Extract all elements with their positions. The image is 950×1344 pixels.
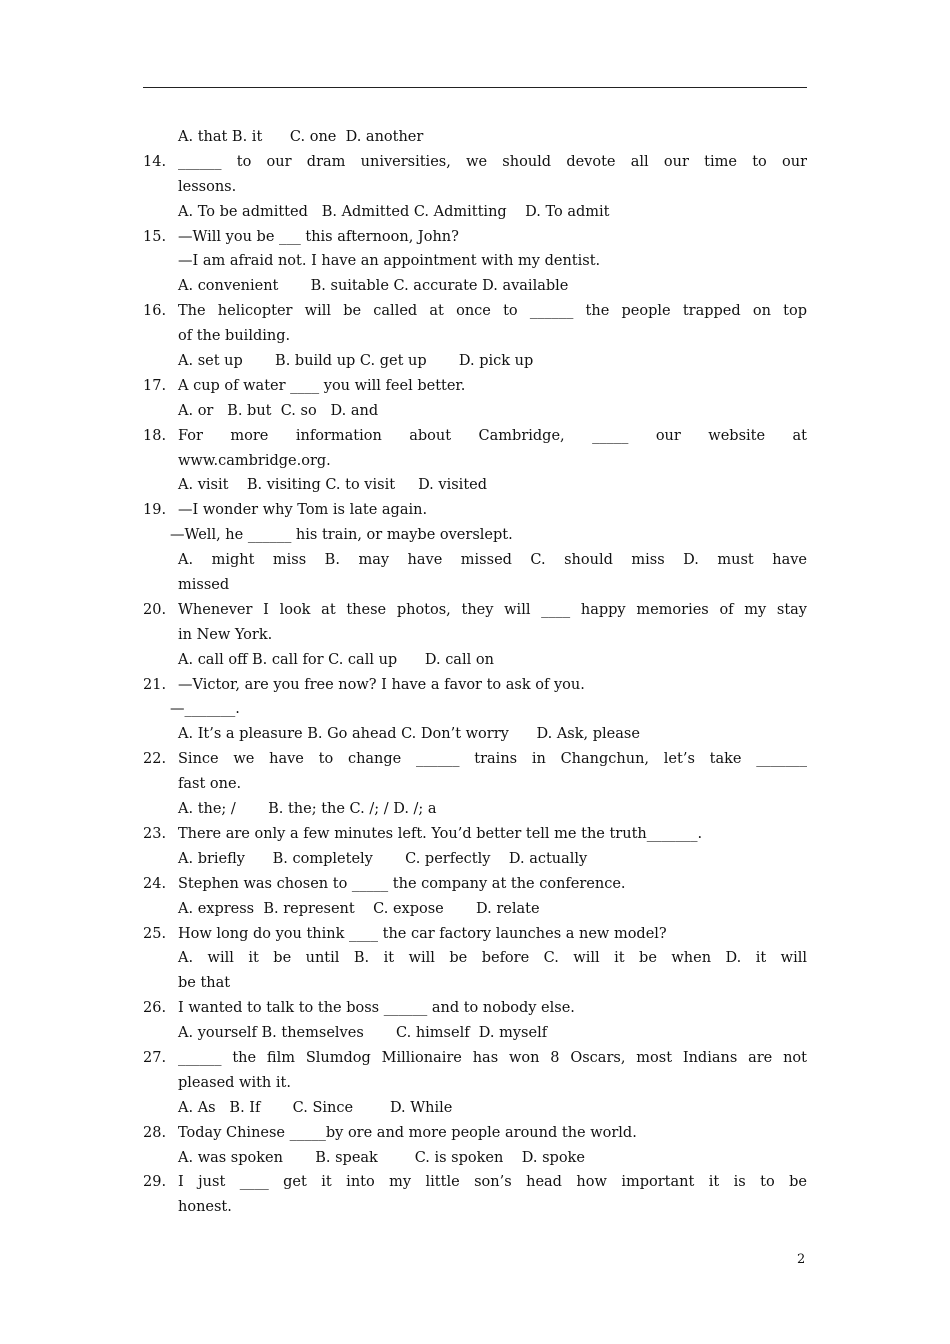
- question-stem: —I wonder why Tom is late again.: [178, 502, 428, 519]
- question-line: [143, 1121, 807, 1146]
- question-line: [143, 922, 807, 947]
- question-text-line: A. set up B. build up C. get up D. pick up: [178, 353, 534, 370]
- question-number: 15.: [143, 228, 167, 245]
- question-number: 24.: [143, 875, 167, 892]
- question-text-line: A. briefly B. completely C. perfectly D. actually: [178, 850, 588, 867]
- question-text-line: missed: [178, 577, 230, 594]
- question-stem: The helicopter will be called at once to ______ the people trapped on top: [178, 303, 807, 320]
- question-text-line: A. yourself B. themselves C. himself D. myself: [178, 1025, 548, 1042]
- question-stem: Stephen was chosen to _____ the company at the conference.: [178, 875, 626, 892]
- question-text-line: A. might miss B. may have missed C. should miss D. must have: [178, 552, 807, 569]
- question-stem: I just ____ get it into my little son’s head how important it is to be: [178, 1174, 807, 1191]
- question-text-line: A. the; / B. the; the C. /; / D. /; a: [178, 801, 437, 818]
- question-number: 26.: [143, 1000, 167, 1017]
- question-number: 20.: [143, 601, 167, 618]
- question-text-line: honest.: [178, 1199, 232, 1216]
- question-number: 14.: [143, 153, 167, 170]
- question-line: [143, 1170, 807, 1195]
- question-stem: Since we have to change ______ trains in Changchun, let’s take _______: [178, 751, 807, 768]
- question-text-line: A. was spoken B. speak C. is spoken D. spoke: [178, 1149, 585, 1166]
- question-number: 19.: [143, 502, 167, 519]
- header-rule: [143, 87, 807, 88]
- question-number: 22.: [143, 751, 167, 768]
- question-stem: How long do you think ____ the car factory launches a new model?: [178, 925, 667, 942]
- question-line: [143, 872, 807, 897]
- question-text-line: pleased with it.: [178, 1074, 291, 1091]
- question-line: [143, 1046, 807, 1071]
- question-text-line: A. call off B. call for C. call up D. call on: [178, 651, 494, 668]
- page-number: 2: [797, 1252, 806, 1267]
- question-number: 21.: [143, 676, 167, 693]
- question-line: [143, 225, 807, 250]
- question-text-line: be that: [178, 975, 231, 992]
- question-text-line: —_______.: [170, 701, 240, 718]
- question-stem: —Will you be ___ this afternoon, John?: [178, 228, 459, 245]
- question-line: [143, 299, 807, 324]
- question-stem: For more information about Cambridge, _____ our website at: [178, 427, 807, 444]
- question-number: 16.: [143, 303, 167, 320]
- question-number: 18.: [143, 427, 167, 444]
- question-list: [143, 125, 807, 1220]
- question-line: [143, 150, 807, 175]
- question-line: [143, 673, 807, 698]
- question-text-line: A. As B. If C. Since D. While: [178, 1099, 453, 1116]
- question-line: [143, 598, 807, 623]
- question-line: [143, 747, 807, 772]
- question-line: [143, 822, 807, 847]
- question-text-line: A. It’s a pleasure B. Go ahead C. Don’t worry D. Ask, please: [178, 726, 640, 743]
- question-text-line: fast one.: [178, 776, 242, 793]
- question-number: 29.: [143, 1174, 167, 1191]
- question-stem: A cup of water ____ you will feel better.: [178, 377, 466, 394]
- question-line: [143, 996, 807, 1021]
- question-line: [143, 374, 807, 399]
- question-text-line: —I am afraid not. I have an appointment with my dentist.: [178, 253, 601, 270]
- question-stem: ______ the film Slumdog Millionaire has won 8 Oscars, most Indians are not: [178, 1049, 807, 1066]
- question-stem: —Victor, are you free now? I have a favor to ask of you.: [178, 676, 585, 693]
- question-stem: I wanted to talk to the boss ______ and to nobody else.: [178, 1000, 575, 1017]
- question-text-line: lessons.: [178, 178, 237, 195]
- question-text-line: www.cambridge.org.: [178, 452, 331, 469]
- question-stem: Today Chinese _____by ore and more people around the world.: [178, 1124, 637, 1141]
- question-text-line: —Well, he ______ his train, or maybe overslept.: [170, 527, 513, 544]
- question-stem: There are only a few minutes left. You’d better tell me the truth_______.: [178, 825, 703, 842]
- question-text-line: A. convenient B. suitable C. accurate D. available: [178, 278, 569, 295]
- question-text-line: A. To be admitted B. Admitted C. Admitting D. To admit: [178, 203, 610, 220]
- question-text-line: A. express B. represent C. expose D. relate: [178, 900, 540, 917]
- question-text-line: A. visit B. visiting C. to visit D. visited: [178, 477, 488, 494]
- question-line: [143, 424, 807, 449]
- question-text-line: of the building.: [178, 328, 291, 345]
- question-line: [143, 498, 807, 523]
- question-text-line: A. or B. but C. so D. and: [178, 402, 379, 419]
- question-text-line: in New York.: [178, 626, 273, 643]
- question-number: 25.: [143, 925, 167, 942]
- question-text-line: A. that B. it C. one D. another: [178, 129, 424, 145]
- question-stem: Whenever I look at these photos, they will ____ happy memories of my stay: [178, 601, 807, 618]
- question-text-line: A. will it be until B. it will be before C. will it be when D. it will: [178, 950, 807, 967]
- question-number: 23.: [143, 825, 167, 842]
- question-stem: ______ to our dram universities, we should devote all our time to our: [178, 153, 807, 170]
- question-number: 17.: [143, 377, 167, 394]
- question-number: 27.: [143, 1049, 167, 1066]
- question-number: 28.: [143, 1124, 167, 1141]
